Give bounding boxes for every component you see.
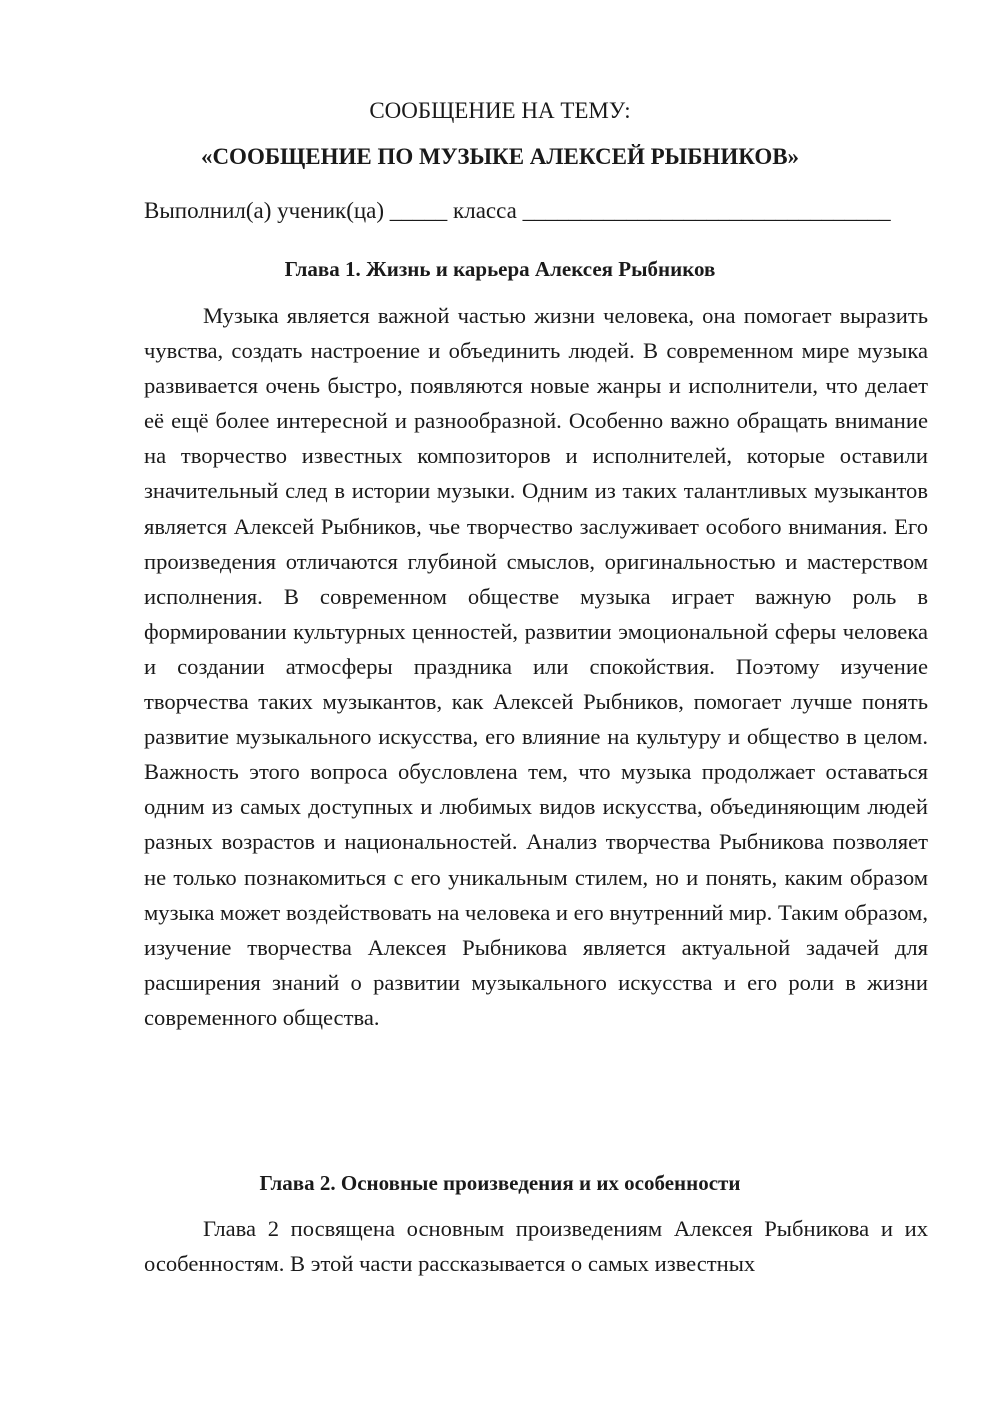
chapter-1-paragraph: Музыка является важной частью жизни человека, она помогает выразить чувства, создать настроение и объединить людей. В современном мире музыка развивается очень быстро, появляются новые жанры и исполнители, что делает её ещё более интересной и разнообразной. Особенно важно обращать внимание на творчество известных композиторов и исполнителей, которые оставили значительный след в истории музыки. Одним из таких талантливых музыкантов является Алексей Рыбников, чье творчество заслуживает особого внимания. Его произведения отличаются глубиной смыслов, оригинальностью и мастерством исполнения. В современном обществе музыка играет важную роль в формировании культурных ценностей, развитии эмоциональной сферы человека и создании атмосферы праздника или спокойствия. Поэтому изучение творчества таких музыкантов, как Алексей Рыбников, помогает лучше понять развитие музыкального искусства, его влияние на культуру и общество в целом. Важность этого вопроса обусловлена тем, что музыка продолжает оставаться одним из самых доступных и любимых видов искусства, объединяющим людей разных возрастов и национальностей. Анализ творчества Рыбникова позволяет не только познакомиться с его уникальным стилем, но и понять, каким образом музыка может воздействовать на человека и его внутренний мир. Таким образом, изучение творчества Алексея Рыбникова является актуальной задачей для расширения знаний о развитии музыкального искусства и его роли в жизни современного общества. [144,303,928,1030]
chapter-1-heading: Глава 1. Жизнь и карьера Алексея Рыбников [284,257,716,281]
chapter-2-heading: Глава 2. Основные произведения и их особенности [259,1171,741,1195]
chapter-2-paragraph: Глава 2 посвящена основным произведениям Алексея Рыбникова и их особенностям. В этой части рассказывается о самых известных [144,1216,928,1277]
author-byline: Выполнил(а) ученик(ца) _____ класса ________________________________ [144,198,891,223]
document-title-line1: СООБЩЕНИЕ НА ТЕМУ: [369,98,631,123]
document-title-line2: «СООБЩЕНИЕ ПО МУЗЫКЕ АЛЕКСЕЙ РЫБНИКОВ» [200,144,800,169]
